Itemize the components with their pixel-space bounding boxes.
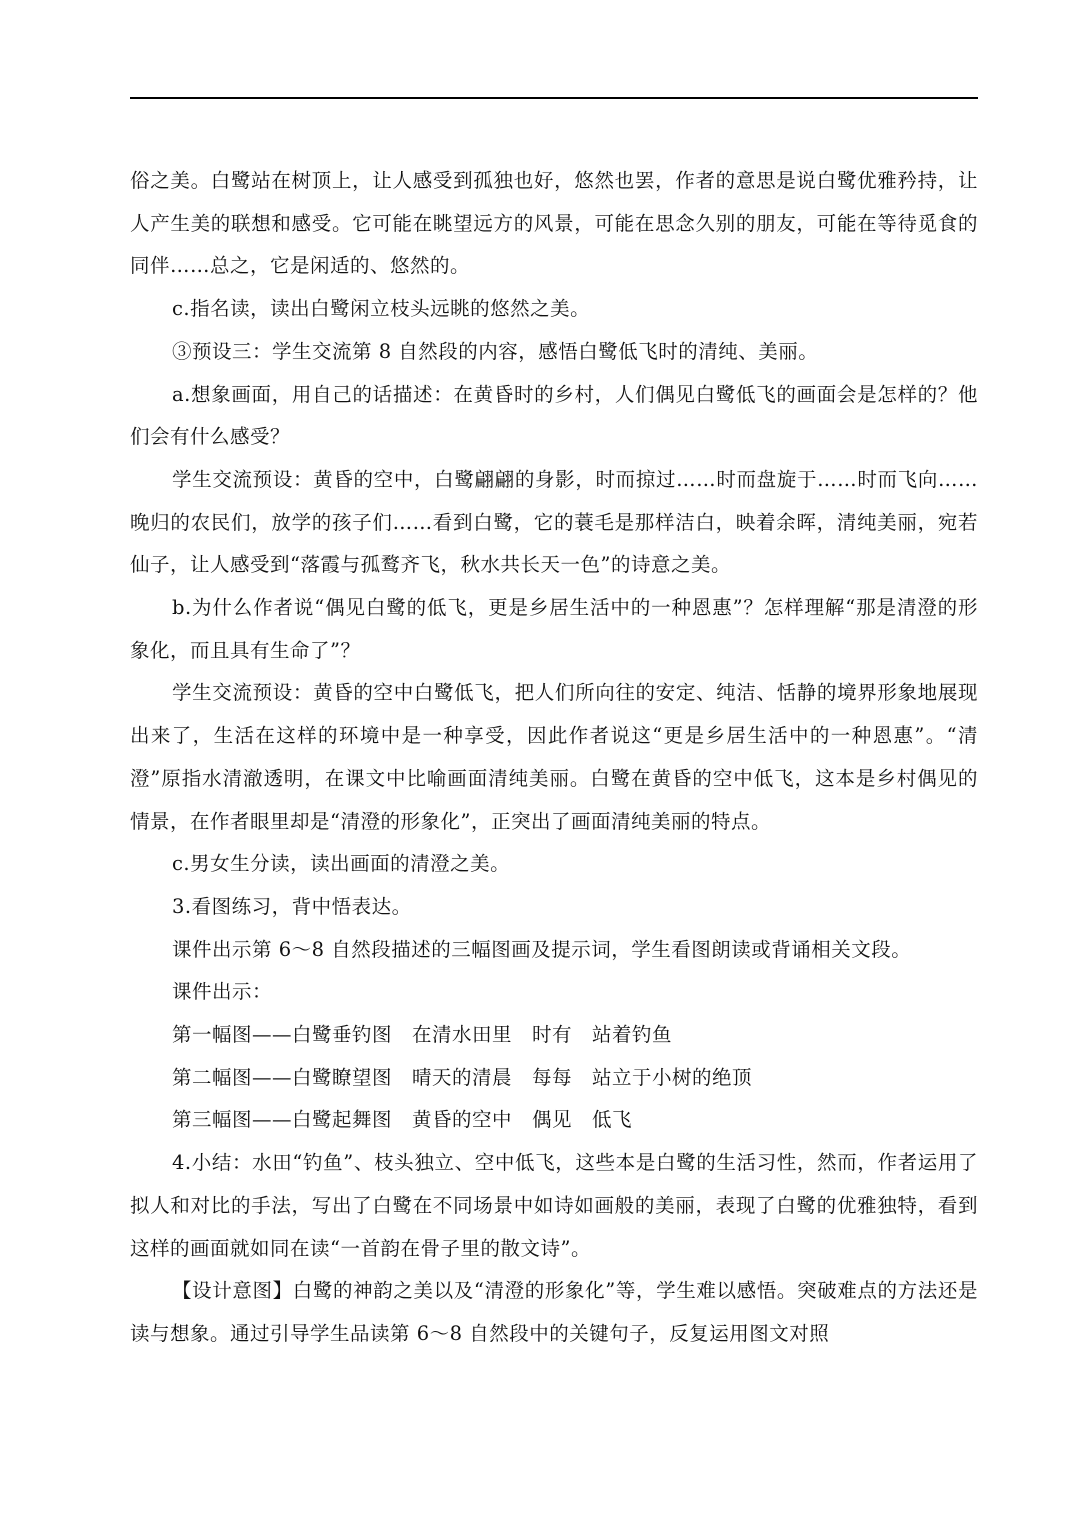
paragraph: 第一幅图——白鹭垂钓图 在清水田里 时有 站着钓鱼 <box>172 1023 673 1047</box>
paragraph: 第二幅图——白鹭瞭望图 晴天的清晨 每每 站立于小树的绝顶 <box>172 1065 753 1089</box>
paragraph: b.为什么作者说“偶见白鹭的低飞，更是乡居生活中的一种恩惠”？怎样理解“那是清澄的形象化，而且具有生命了”？ <box>130 596 978 662</box>
paragraph: 学生交流预设：黄昏的空中白鹭低飞，把人们所向往的安定、纯洁、恬静的境界形象地展现出来了，生活在这样的环境中是一种享受，因此作者说这“更是乡居生活中的一种恩惠”。“清澄”原指水清澈透明，在课文中比喻画面清纯美丽。白鹭在黄昏的空中低飞，这本是乡村偶见的情景，在作者眼里却是“清澄的形象化”，正突出了画面清纯美丽的特点。 <box>130 681 978 833</box>
paragraph: c.男女生分读，读出画面的清澄之美。 <box>172 852 511 876</box>
paragraph: 俗之美。白鹭站在树顶上，让人感受到孤独也好，悠然也罢，作者的意思是说白鹭优雅矜持，让人产生美的联想和感受。它可能在眺望远方的风景，可能在思念久别的朋友，可能在等待觅食的同伴……总之，它是闲适的、悠然的。 <box>130 169 978 278</box>
document-body <box>130 160 978 1356</box>
paragraph: c.指名读，读出白鹭闲立枝头远眺的悠然之美。 <box>172 297 591 321</box>
header-rule <box>130 97 978 99</box>
paragraph: 课件出示第 6～8 自然段描述的三幅图画及提示词，学生看图朗读或背诵相关文段。 <box>172 937 912 961</box>
paragraph: 【设计意图】白鹭的神韵之美以及“清澄的形象化”等，学生难以感悟。突破难点的方法还是读与想象。通过引导学生品读第 6～8 自然段中的关键句子，反复运用图文对照 <box>130 1279 978 1345</box>
paragraph: 4.小结：水田“钓鱼”、枝头独立、空中低飞，这些本是白鹭的生活习性，然而，作者运用了拟人和对比的手法，写出了白鹭在不同场景中如诗如画般的美丽，表现了白鹭的优雅独特，看到这样的画面就如同在读“一首韵在骨子里的散文诗”。 <box>130 1151 978 1260</box>
paragraph: 课件出示： <box>172 980 273 1004</box>
paragraph: a.想象画面，用自己的话描述：在黄昏时的乡村，人们偶见白鹭低飞的画面会是怎样的？他们会有什么感受？ <box>130 382 978 449</box>
paragraph: ③预设三：学生交流第 8 自然段的内容，感悟白鹭低飞时的清纯、美丽。 <box>172 339 819 363</box>
paragraph: 3.看图练习，背中悟表达。 <box>172 894 412 918</box>
paragraph: 第三幅图——白鹭起舞图 黄昏的空中 偶见 低飞 <box>172 1108 633 1132</box>
paragraph: 学生交流预设：黄昏的空中，白鹭翩翩的身影，时而掠过……时而盘旋于……时而飞向……晚归的农民们，放学的孩子们……看到白鹭，它的蓑毛是那样洁白，映着余晖，清纯美丽，宛若仙子，让人感受到“落霞与孤鹜齐飞，秋水共长天一色”的诗意之美。 <box>130 467 978 577</box>
